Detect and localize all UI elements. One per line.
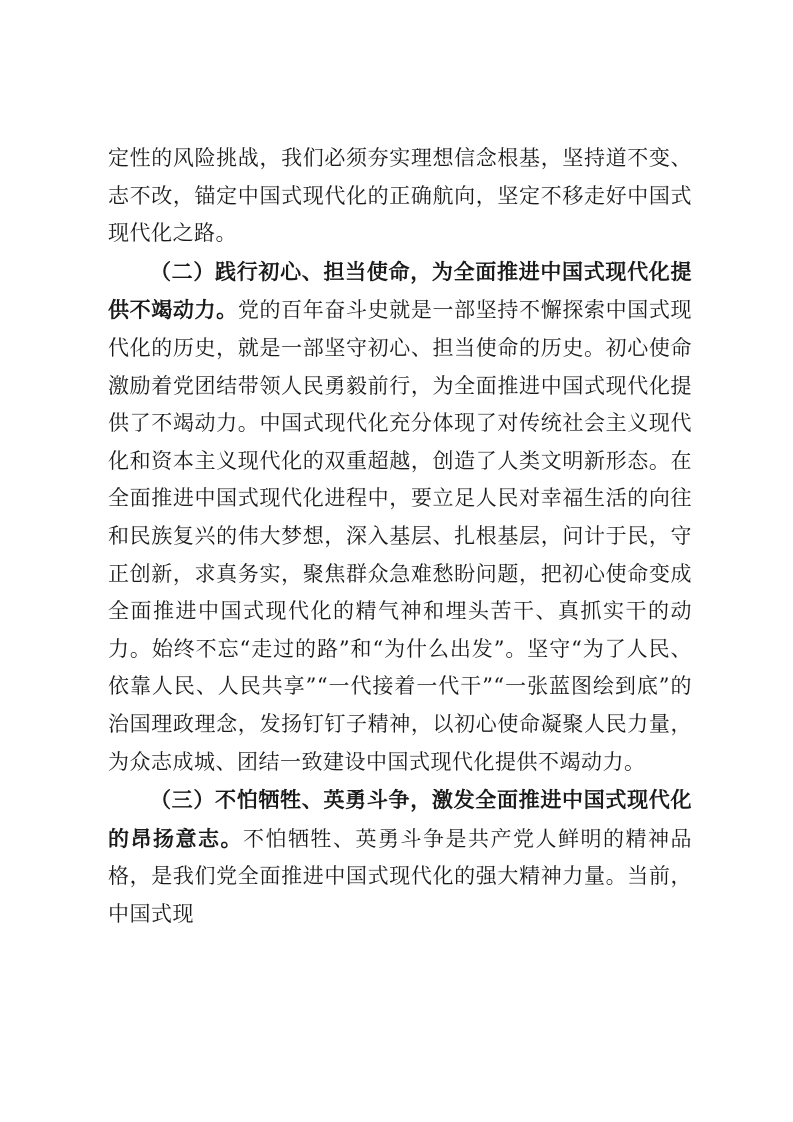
section-heading-3: （三）不怕牺牲、英勇斗争，激发全面推进中国式现代化的昂扬意志。: [108, 787, 692, 851]
paragraph-text: 定性的风险挑战，我们必须夯实理想信念根基，坚持道不变、志不改，锚定中国式现代化的正确航向，坚定不移走好中国式现代化之路。: [108, 146, 692, 246]
section-heading-2: （二）践行初心、担当使命，为全面推进中国式现代化提供不竭动力。: [108, 258, 692, 323]
section-body-2: 党的百年奋斗史就是一部坚持不懈探索中国式现代化的历史，就是一部坚守初心、担当使命的历史。初心使命激励着党团结带领人民勇毅前行，为全面推进中国式现代化提供了不竭动力。中国式现代化充分体现了对传统社会主义现代化和资本主义现代化的双重超越，创造了人类文明新形态。在全面推进中国式现代化进程中，要立足人民对幸福生活的向往和民族复兴的伟大梦想，深入基层、扎根基层，问计于民，守正创新，求真务实，聚焦群众急难愁盼问题，把初心使命变成全面推进中国式现代化的精气神和埋头苦干、真抓实干的动力。始终不忘“走过的路”和“为什么出发”。坚守“为了人民、依靠人民、人民共享”“一代接着一代干”“一张蓝图绘到底”的治国理政理念，发扬钉钉子精神，以初心使命凝聚人民力量，为众志成城、团结一致建设中国式现代化提供不竭动力。: [108, 298, 693, 774]
paragraph-section-3: [108, 781, 692, 933]
paragraph-continuation: [108, 140, 692, 253]
section-body-3: 不怕牺牲、英勇斗争是共产党人鲜明的精神品格，是我们党全面推进中国式现代化的强大精神力量。当前，中国式现: [108, 826, 692, 926]
paragraph-section-2: [108, 253, 692, 781]
document-body: [108, 140, 692, 933]
